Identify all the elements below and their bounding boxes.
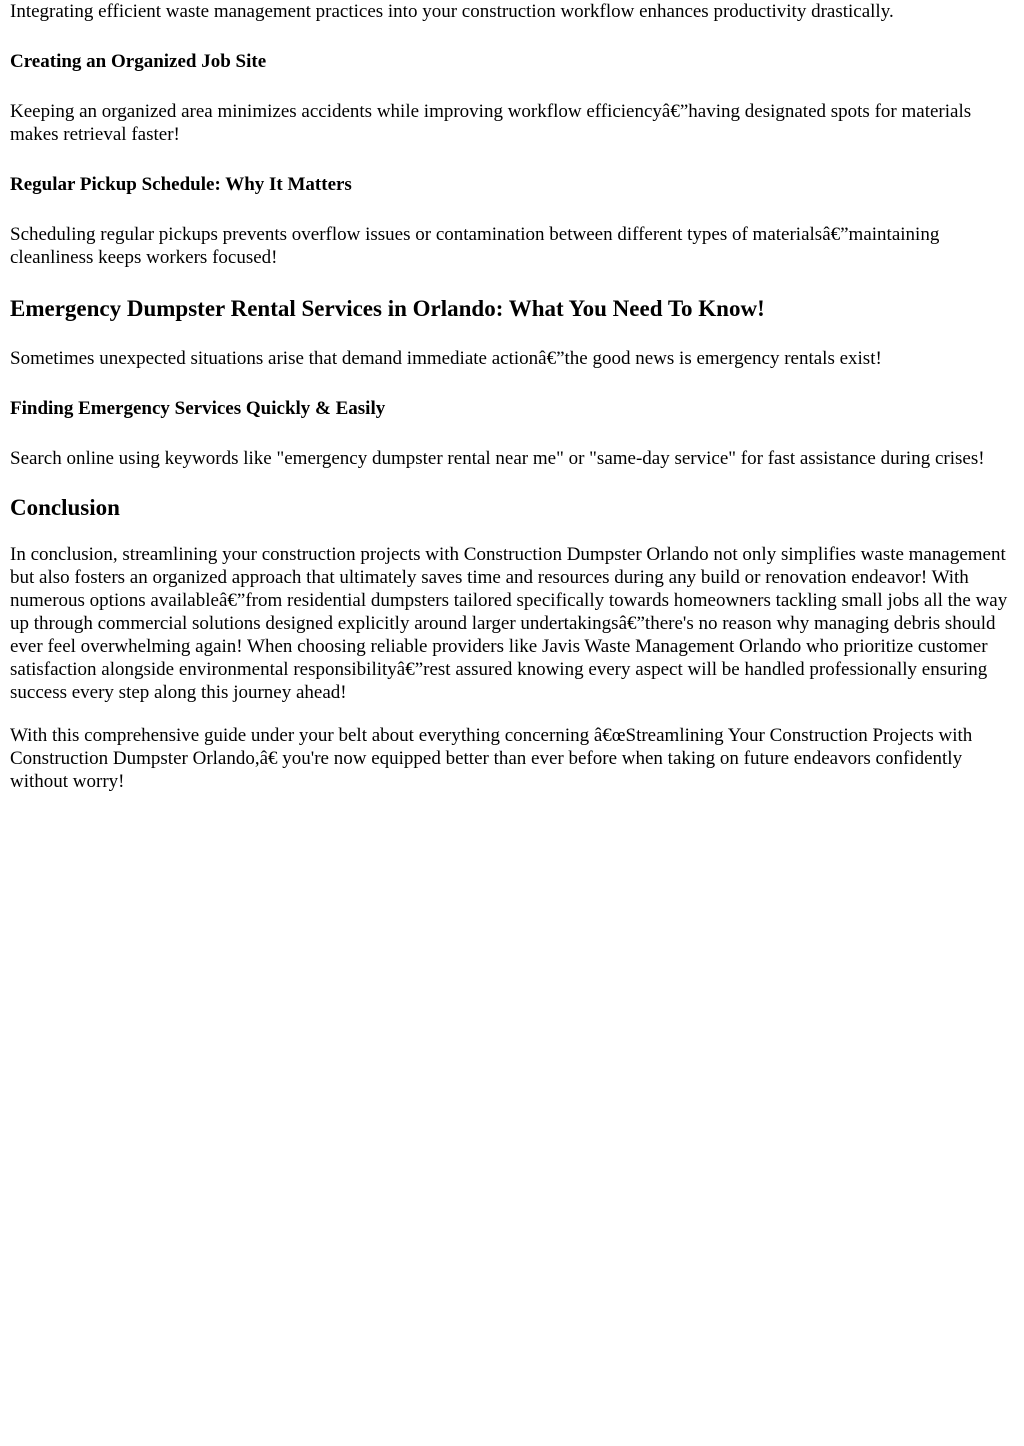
section-body-organized-job-site: Keeping an organized area minimizes accidents while improving workflow efficiencyâ€”having designated spots for materials makes retrieval faster! bbox=[10, 101, 972, 145]
conclusion-paragraph-2: With this comprehensive guide under your belt about everything concerning â€œStreamlining Your Construction Projects with Construction Dumpster Orlando,â€ you're now equipped better than ever before when taking on future endeavors confidently without worry! bbox=[10, 725, 973, 792]
intro-paragraph: Integrating efficient waste management practices into your construction workflow enhances productivity drastically. bbox=[10, 1, 894, 22]
emergency-body: Sometimes unexpected situations arise that demand immediate actionâ€”the good news is emergency rentals exist! bbox=[10, 348, 882, 369]
emergency-heading: Emergency Dumpster Rental Services in Orlando: What You Need To Know! bbox=[10, 296, 765, 321]
emergency-subheading: Finding Emergency Services Quickly & Easily bbox=[10, 398, 386, 419]
conclusion-heading: Conclusion bbox=[10, 495, 120, 520]
section-body-pickup-schedule: Scheduling regular pickups prevents overflow issues or contamination between different types of materialsâ€”maintaining cleanliness keeps workers focused! bbox=[10, 224, 940, 268]
section-heading-pickup-schedule: Regular Pickup Schedule: Why It Matters bbox=[10, 174, 352, 195]
conclusion-paragraph-1: In conclusion, streamlining your construction projects with Construction Dumpster Orlando not only simplifies waste management but also fosters an organized approach that ultimately saves time and resources during any build or renovation endeavor! With numerous options availableâ€”from residential dumpsters tailored specifically towards homeowners tackling small jobs all the way up through commercial solutions designed explicitly around larger undertakingsâ€”there's no reason why managing debris should ever feel overwhelming again! When choosing reliable providers like Javis Waste Management Orlando who prioritize customer satisfaction alongside environmental responsibilityâ€”rest assured knowing every aspect will be handled professionally ensuring success every step along this journey ahead! bbox=[10, 544, 1008, 703]
section-heading-organized-job-site: Creating an Organized Job Site bbox=[10, 51, 267, 72]
emergency-subbody: Search online using keywords like "emergency dumpster rental near me" or "same-day service" for fast assistance during crises! bbox=[10, 448, 985, 469]
